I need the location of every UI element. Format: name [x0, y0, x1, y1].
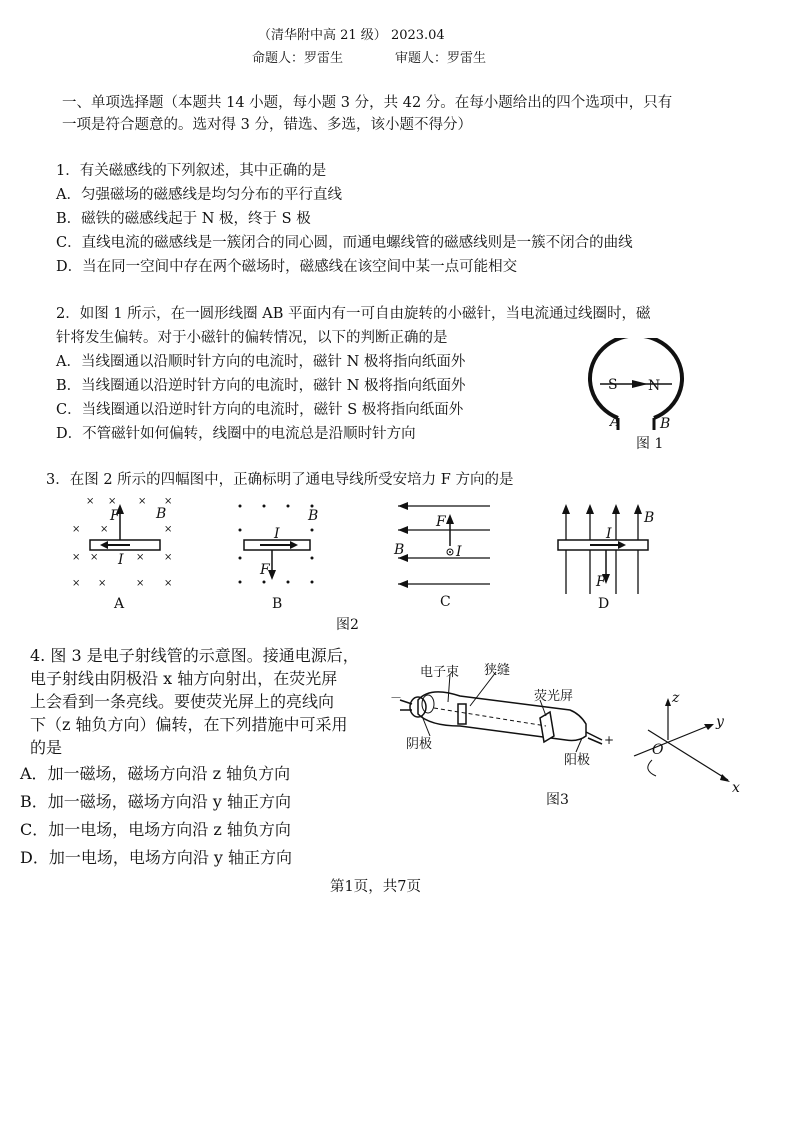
svg-text:×: × [100, 524, 109, 535]
question-4-option-c: C．加一电场，电场方向沿 z 轴负方向 [20, 820, 291, 839]
fig3-beam-label: 电子束 [420, 665, 460, 680]
fig2-panel-d [558, 504, 654, 612]
fig3-axes [634, 690, 740, 796]
svg-text:×: × [98, 578, 107, 589]
question-4-option-b: B．加一磁场，磁场方向沿 y 轴正方向 [20, 792, 291, 811]
reviewer-line: 审题人：罗雷生 [395, 51, 487, 66]
figure-1-coil [580, 338, 700, 450]
page-footer: 第1页，共7页 [330, 879, 421, 895]
fig3-caption: 图3 [546, 792, 569, 808]
setter-line: 命题人：罗雷生 [252, 51, 344, 66]
question-4-option-d: D．加一电场，电场方向沿 y 轴正方向 [20, 848, 293, 867]
svg-text:×: × [136, 578, 145, 589]
fig2d-i-label: I [606, 526, 612, 542]
fig3-minus-sign: － [390, 691, 403, 705]
svg-text:×: × [108, 496, 117, 507]
fig2-panel-a-label: A [114, 596, 125, 612]
fig1-b-label: B [660, 416, 671, 432]
svg-text:×: × [138, 496, 147, 507]
question-2-option-d: D．不管磁针如何偏转，线圈中的电流总是沿顺时针方向 [56, 426, 416, 442]
question-4-stem-5: 的是 [30, 738, 63, 757]
fig2-caption: 图2 [336, 617, 359, 633]
svg-text:×: × [164, 496, 173, 507]
question-2-option-b: B．当线圈通以沿逆时针方向的电流时，磁针 N 极将指向纸面外 [56, 378, 466, 394]
fig2b-b-label: B [308, 508, 319, 524]
question-1-option-a: A．匀强磁场的磁感线是均匀分布的平行直线 [56, 187, 342, 203]
fig2b-i-label: I [274, 526, 280, 542]
svg-text:×: × [72, 578, 81, 589]
fig3-anode-label: 阳极 [564, 753, 591, 768]
svg-text:×: × [164, 552, 173, 563]
question-4-stem-4: 下（z 轴负方向）偏转，在下列措施中可采用 [30, 715, 348, 734]
fig3-y-label: y [716, 714, 724, 730]
exam-header: （清华附中高 21 级） 2023.04 [258, 28, 445, 43]
fig3-screen-label: 荧光屏 [534, 689, 574, 704]
question-4-option-a: A．加一磁场，磁场方向沿 z 轴负方向 [20, 764, 291, 783]
fig1-a-label: A [610, 414, 621, 430]
fig2c-b-label: B [394, 542, 405, 558]
question-2-option-a: A．当线圈通以沿顺时针方向的电流时，磁针 N 极将指向纸面外 [56, 354, 466, 370]
figure-2 [60, 494, 670, 634]
fig2-panel-a [72, 496, 172, 612]
question-1-option-c: C．直线电流的磁感线是一簇闭合的同心圆，而通电螺线管的磁感线则是一簇不闭合的曲线 [56, 235, 633, 251]
fig2d-f-label: F [596, 574, 606, 590]
fig2c-f-label: F [436, 514, 446, 530]
fig1-caption: 图 1 [636, 436, 664, 450]
question-2-stem-cont: 针将发生偏转。对于小磁针的偏转情况，以下的判断正确的是 [56, 330, 448, 346]
fig3-x-label: x [732, 780, 740, 796]
svg-text:×: × [72, 552, 81, 563]
svg-text:×: × [86, 496, 95, 507]
fig2d-b-label: B [644, 510, 655, 526]
fig3-origin-label: O [652, 742, 664, 758]
question-2-option-c: C．当线圈通以沿逆时针方向的电流时，磁针 S 极将指向纸面外 [56, 402, 464, 418]
fig2a-b-label: B [156, 506, 167, 522]
fig2-panel-c-label: C [440, 594, 451, 610]
fig2b-f-label: F [260, 562, 270, 578]
fig2-panel-b [239, 505, 319, 613]
svg-text:×: × [164, 524, 173, 535]
question-4-stem: 4. 图 3 是电子射线管的示意图。接通电源后， [30, 646, 359, 665]
fig2-panel-b-label: B [272, 596, 283, 612]
fig3-cathode-label: 阴极 [406, 737, 433, 752]
svg-text:×: × [136, 552, 145, 563]
fig2c-i-label: I [456, 544, 462, 560]
section-heading: 一、单项选择题（本题共 14 小题，每小题 3 分，共 42 分。在每小题给出的四个选项中，只有 [62, 95, 673, 111]
question-3-stem: 3．在图 2 所示的四幅图中，正确标明了通电导线所受安培力 F 方向的是 [46, 472, 514, 488]
fig2-panel-c [393, 502, 490, 610]
fig2-panel-d-label: D [598, 596, 610, 612]
question-2-stem: 2．如图 1 所示，在一圆形线圈 AB 平面内有一可自由旋转的小磁针，当电流通过线圈时，磁 [56, 306, 651, 322]
svg-text:×: × [72, 524, 81, 535]
question-4-stem-2: 电子射线由阴极沿 x 轴方向射出，在荧光屏 [30, 669, 338, 688]
svg-text:×: × [164, 578, 173, 589]
fig3-slit-label: 狭缝 [484, 663, 511, 678]
section-heading-cont: 一项是符合题意的。选对得 3 分，错选、多选，该小题不得分） [62, 117, 472, 133]
fig2a-i-label: I [118, 552, 124, 568]
figure-3-crt [390, 660, 770, 810]
question-1-option-b: B．磁铁的磁感线起于 N 极，终于 S 极 [56, 211, 311, 227]
fig1-n-label: N [648, 378, 661, 394]
fig3-plus-sign: + [604, 733, 615, 747]
question-1-stem: 1．有关磁感线的下列叙述，其中正确的是 [56, 163, 327, 179]
fig3-z-label: z [672, 690, 680, 706]
fig1-s-label: S [608, 377, 618, 393]
question-4-stem-3: 上会看到一条亮线。要使荧光屏上的亮线向 [30, 692, 335, 711]
svg-text:×: × [90, 552, 99, 563]
fig2a-f-label: F [110, 508, 120, 524]
question-1-option-d: D．当在同一空间中存在两个磁场时，磁感线在该空间中某一点可能相交 [56, 259, 518, 275]
